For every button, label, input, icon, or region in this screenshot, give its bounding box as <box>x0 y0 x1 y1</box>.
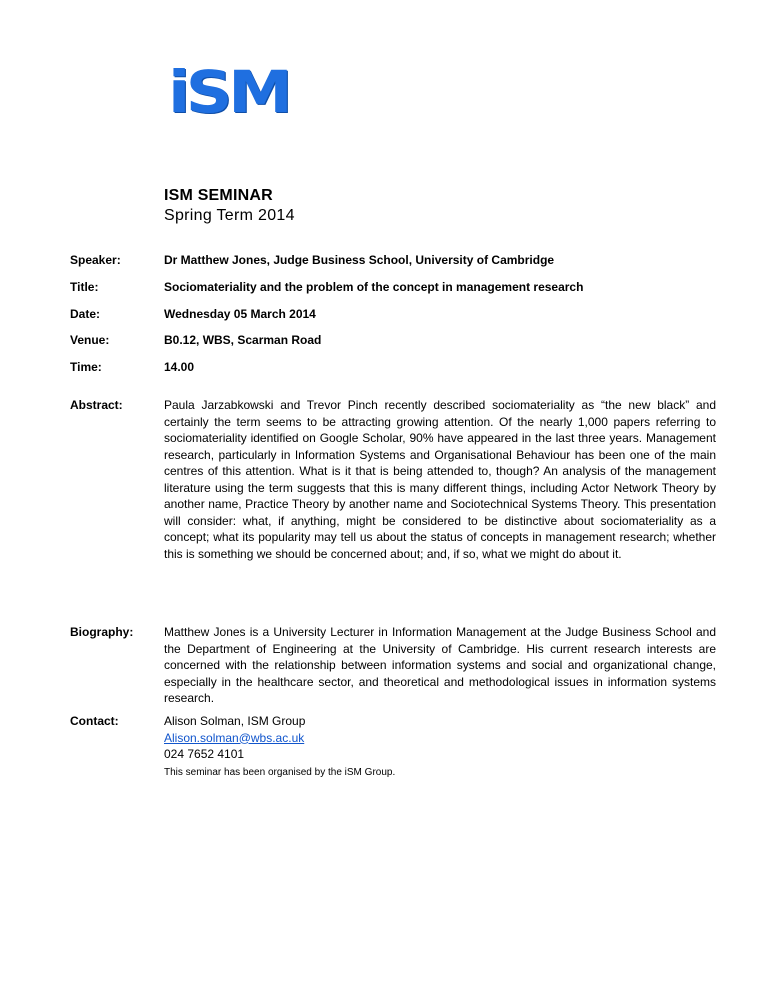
biography-value: Matthew Jones is a University Lecturer in Information Management at the Judge Business School and the Department of Engineering at the University of Cambridge. His current research interests are concerned with the relationship between information systems and social and organizational change, especially in the healthcare sector, and theoretical and methodological issues in information systems research. <box>164 625 716 705</box>
abstract-label: Abstract: <box>70 398 123 412</box>
biography-row <box>70 624 716 707</box>
time-label: Time: <box>70 360 102 374</box>
speaker-label: Speaker: <box>70 253 121 267</box>
date-value: Wednesday 05 March 2014 <box>164 307 316 321</box>
venue-value: B0.12, WBS, Scarman Road <box>164 333 322 347</box>
title-row <box>70 279 716 296</box>
contact-value <box>164 713 716 763</box>
contact-email-link[interactable]: Alison.solman@wbs.ac.uk <box>164 730 305 745</box>
speaker-row <box>70 252 716 269</box>
seminar-title: ISM SEMINAR <box>164 187 273 204</box>
title-label: Title: <box>70 280 99 294</box>
time-row <box>70 359 716 376</box>
abstract-row <box>70 397 716 562</box>
date-label: Date: <box>70 307 101 321</box>
abstract-value: Paula Jarzabkowski and Trevor Pinch recently described sociomateriality as “the new black” and certainly the term seems to be attracting growing attention. Of the nearly 1,000 papers referring to sociomateriality identified on Google Scholar, 90% have appeared in the last three years. Management research, particularly in Information Systems and Organisational Behaviour has been one of the main centres of this attention. What is it that is being attended to, though? An analysis of the management literature using the term suggests that this is many different things, including Actor Network Theory by another name, Practice Theory by another name and Sociotechnical Systems Theory. This presentation will consider: what, if anything, might be considered to be distinctive about sociomateriality as a concept; what its popularity may tell us about the status of concepts in management research; whether this is something we should be concerned about; and, if so, what we might do about it. <box>164 398 716 561</box>
speaker-value: Dr Matthew Jones, Judge Business School, University of Cambridge <box>164 253 555 267</box>
ism-logo <box>168 58 316 126</box>
contact-label: Contact: <box>70 714 119 728</box>
biography-label: Biography: <box>70 625 134 639</box>
organiser-note: This seminar has been organised by the iSM Group. <box>164 767 396 778</box>
venue-row <box>70 332 716 349</box>
seminar-term: Spring Term 2014 <box>164 207 295 224</box>
ism-logo-text: iSM <box>168 58 289 126</box>
date-row <box>70 306 716 323</box>
contact-row <box>70 713 716 763</box>
contact-name: Alison Solman, ISM Group <box>164 714 306 728</box>
seminar-heading <box>164 186 295 226</box>
venue-label: Venue: <box>70 333 110 347</box>
contact-phone: 024 7652 4101 <box>164 747 245 761</box>
time-value: 14.00 <box>164 360 195 374</box>
title-value: Sociomateriality and the problem of the concept in management research <box>164 280 584 294</box>
